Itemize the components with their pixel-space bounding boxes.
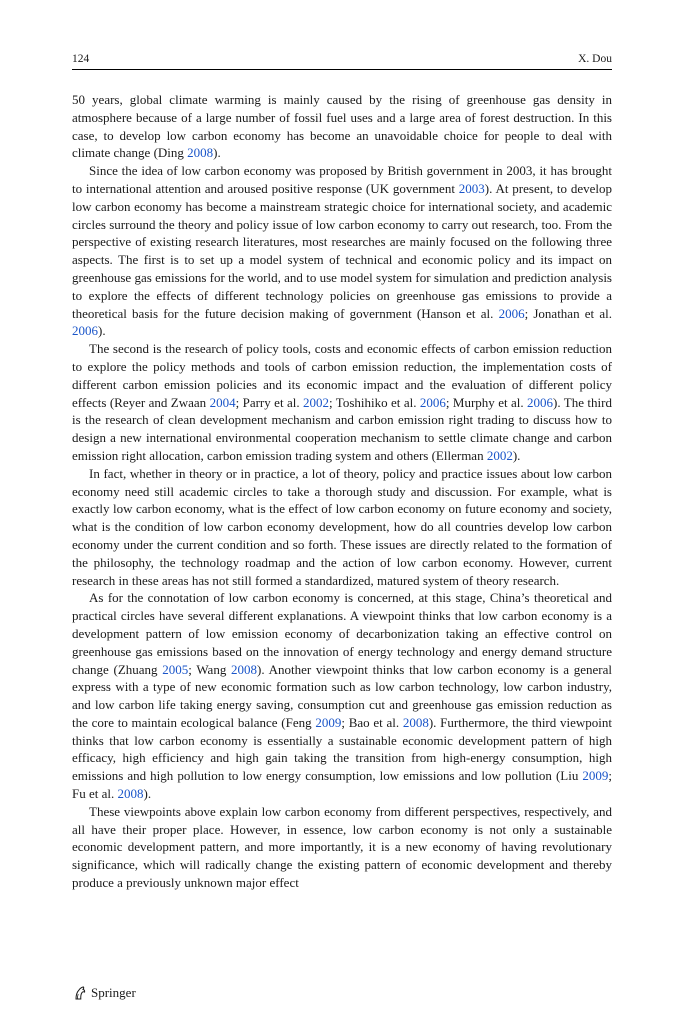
body-text [72, 91, 612, 892]
text-run: In fact, whether in theory or in practice, a lot of theory, policy and practice issues about low carbon economy need still academic circles to take a thorough study and discussion. For example, what is exactly low carbon economy, what is the effect of low carbon economy on future economy and society, what is the condition of low carbon economy development, how do all countries develop low carbon economy under the current condition and so forth. These issues are directly related to the formation of the philosophy, the technology roadmap and the action of low carbon economy. However, current research in these areas has not still formed a standardized, matured system of theory research. [72, 465, 612, 588]
citation-link[interactable]: 2008 [402, 714, 429, 730]
citation-link[interactable]: 2006 [419, 394, 446, 410]
page-number: 124 [72, 53, 90, 65]
paragraph [72, 340, 612, 465]
text-run: ). [143, 786, 152, 802]
citation-link[interactable]: 2006 [527, 394, 554, 410]
text-run: The second is the research of policy tools, costs and economic effects of carbon emission reduction to explore the policy methods and tools of carbon emission reduction, the implementation costs of different carbon emission policies and its economic impact and the evaluation of different policy effects (Reyer and Zwaan [72, 341, 612, 410]
text-run: As for the connotation of low carbon economy is concerned, at this stage, China’s theoretical and practical circles have several different explanations. A viewpoint thinks that low carbon economy is a development pattern of low emission economy of decarbonization taking an effective control on greenhouse gas emissions based on the innovation of energy technology and energy demand structure change (Zhuang [72, 590, 612, 677]
publisher-name: Springer [91, 985, 136, 1000]
citation-link[interactable]: 2005 [162, 661, 189, 677]
text-run: 50 years, global climate warming is mainly caused by the rising of greenhouse gas density in atmosphere because of a large number of fossil fuel uses and a large area of forest destruction. In this case, to develop low carbon economy has become an unavoidable choice for people to deal with climate change (Ding [72, 92, 612, 161]
text-run: ; Jonathan et al. [524, 305, 612, 321]
text-run: Since the idea of low carbon economy was proposed by British government in 2003, it has brought to international attention and aroused positive response (UK government [72, 163, 612, 196]
text-run: ). Furthermore, the third viewpoint thinks that low carbon economy is essentially a sustainable economic development pattern of high efficacy, high efficiency and high gain taking the transition from high-energy consumption, high emissions and high pollution to low energy consumption, low emissions and low pollution (Liu [72, 714, 612, 784]
citation-link[interactable]: 2009 [582, 768, 609, 784]
citation-link[interactable]: 2009 [315, 714, 342, 730]
text-run: ; Toshihiko et al. [329, 394, 420, 410]
citation-link[interactable]: 2006 [498, 305, 525, 321]
paragraph [72, 465, 612, 590]
publisher-footer [72, 983, 136, 1003]
text-run: ). At present, to develop low carbon economy has become a mainstream strategic choice for international society, and academic circles surround the theory and policy issue of low carbon economy to carry out research, too. From the perspective of existing research literatures, most researches are mainly focused on the following three aspects. The first is to set up a model system of technical and economic policy and its impact on greenhouse gas emissions for the world, and to use model system for simulation and prediction analysis to explore the effects of different technology policies on greenhouse gas emissions to provide a theoretical basis for the future decision making of government (Hanson et al. [72, 180, 612, 321]
citation-link[interactable]: 2002 [486, 447, 513, 463]
running-header [72, 53, 612, 70]
text-run: ). Another viewpoint thinks that low carbon economy is a general express with a type of new economic formation such as low carbon technology, low carbon industry, and low carbon life taking energy saving, consumption cut and greenhouse gas emission reduction as the core to maintain ecological balance (Feng [72, 661, 612, 730]
text-run: ; Murphy et al. [445, 394, 528, 410]
text-run: ). [98, 323, 106, 339]
running-author: X. Dou [578, 53, 612, 65]
text-run: ; Wang [188, 661, 232, 677]
citation-link[interactable]: 2008 [231, 661, 258, 677]
citation-link[interactable]: 2008 [117, 786, 144, 802]
text-run: ). [213, 145, 221, 161]
citation-link[interactable]: 2004 [209, 394, 236, 410]
paragraph [72, 803, 612, 892]
citation-link[interactable]: 2008 [187, 145, 214, 161]
text-run: ). [512, 447, 521, 463]
paragraph [72, 162, 612, 340]
text-run: ; Bao et al. [341, 714, 403, 730]
text-run: ). The third is the research of clean development mechanism and carbon emission right trading to discuss how to design a new international environmental cooperation mechanism to settle climate change and carbon emission right allocation, carbon emission trading system and others (Ellerman [72, 394, 612, 463]
text-run: These viewpoints above explain low carbon economy from different perspectives, respectively, and all have their proper place. However, in essence, low carbon economy is not only a sustainable economic development pattern, and more importantly, it is a new economy of having revolutionary significance, which will radically change the existing pattern of economic development and thereby produce a previously unknown major effect [72, 803, 612, 891]
citation-link[interactable]: 2003 [458, 180, 485, 196]
citation-link[interactable]: 2006 [72, 323, 98, 339]
springer-horse-icon [72, 985, 88, 1001]
paragraph [72, 91, 612, 162]
text-run: ; Fu et al. [72, 768, 612, 802]
paragraph [72, 589, 612, 803]
citation-link[interactable]: 2002 [303, 394, 330, 410]
text-run: ; Parry et al. [235, 394, 304, 410]
